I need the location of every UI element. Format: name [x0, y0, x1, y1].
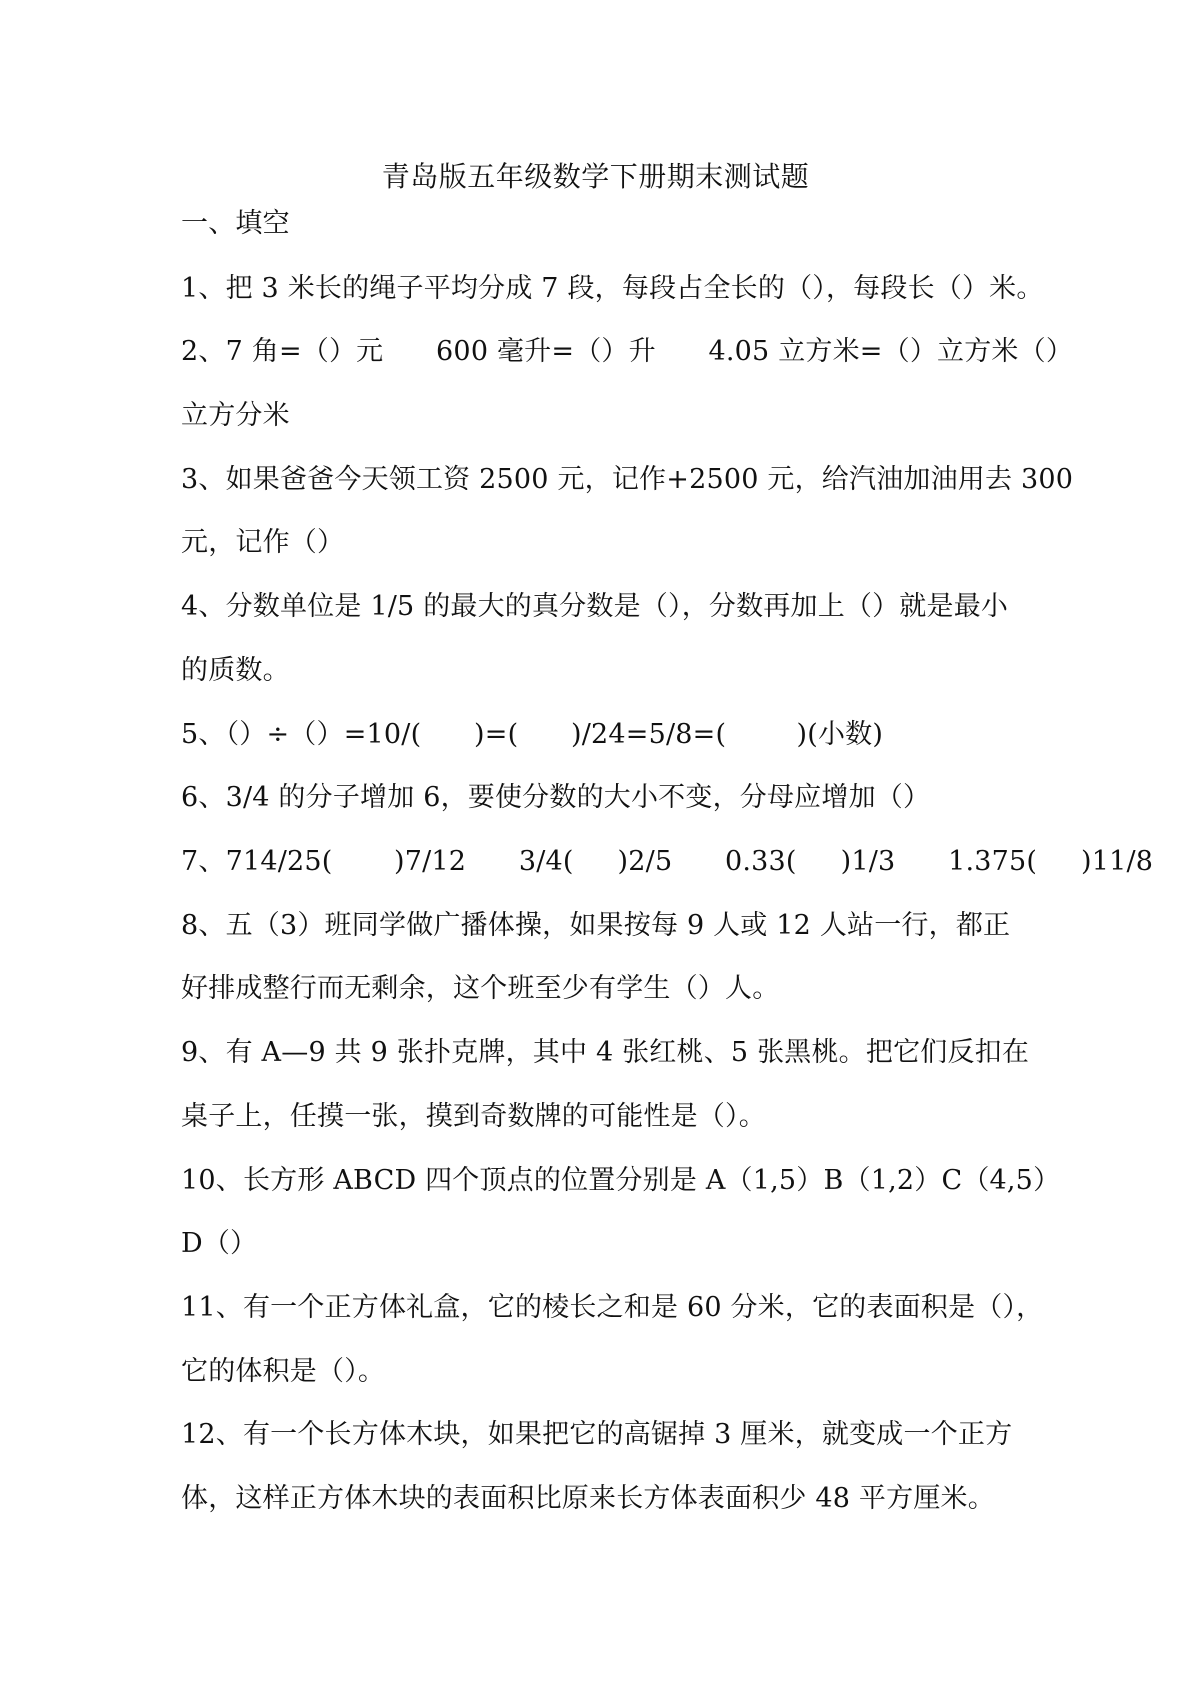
section-heading: 一、填空	[181, 208, 290, 239]
question-line: 9、有 A—9 共 9 张扑克牌，其中 4 张红桃、5 张黑桃。把它们反扣在	[181, 1037, 1030, 1068]
question-line: 5、（）÷（）=10/( )=( )/24=5/8=( )(小数)	[181, 719, 884, 750]
question-line: 12、有一个长方体木块，如果把它的高锯掉 3 厘米，就变成一个正方	[181, 1419, 1013, 1450]
question-line: 元，记作（）	[181, 527, 345, 558]
question-line: 1、把 3 米长的绳子平均分成 7 段，每段占全长的（），每段长（）米。	[181, 273, 1044, 304]
question-line: 立方分米	[181, 400, 290, 431]
question-line: 6、3/4 的分子增加 6，要使分数的大小不变，分母应增加（）	[181, 782, 931, 813]
question-line: 7、714/25( )7/12 3/4( )2/5 0.33( )1/3 1.375( )11/8	[181, 846, 1154, 877]
page-title: 青岛版五年级数学下册期末测试题	[381, 160, 810, 193]
question-line: 2、7 角=（）元 600 毫升=（）升 4.05 立方米=（）立方米（）	[181, 336, 1074, 367]
question-line: 4、分数单位是 1/5 的最大的真分数是（），分数再加上（）就是最小	[181, 591, 1009, 622]
question-line: 8、五（3）班同学做广播体操，如果按每 9 人或 12 人站一行，都正	[181, 910, 1011, 941]
question-line: 好排成整行而无剩余，这个班至少有学生（）人。	[181, 973, 780, 1004]
question-line: 桌子上，任摸一张，摸到奇数牌的可能性是（）。	[181, 1101, 766, 1132]
question-line: D（）	[181, 1228, 258, 1259]
question-line: 体，这样正方体木块的表面积比原来长方体表面积少 48 平方厘米。	[181, 1483, 995, 1514]
question-line: 11、有一个正方体礼盒，它的棱长之和是 60 分米，它的表面积是（），	[181, 1292, 1044, 1323]
question-line: 的质数。	[181, 655, 290, 686]
question-line: 10、长方形 ABCD 四个顶点的位置分别是 A（1,5）B（1,2）C（4,5）	[181, 1165, 1061, 1196]
question-line: 3、如果爸爸今天领工资 2500 元，记作+2500 元，给汽油加油用去 300	[181, 464, 1074, 495]
question-line: 它的体积是（）。	[181, 1356, 386, 1387]
